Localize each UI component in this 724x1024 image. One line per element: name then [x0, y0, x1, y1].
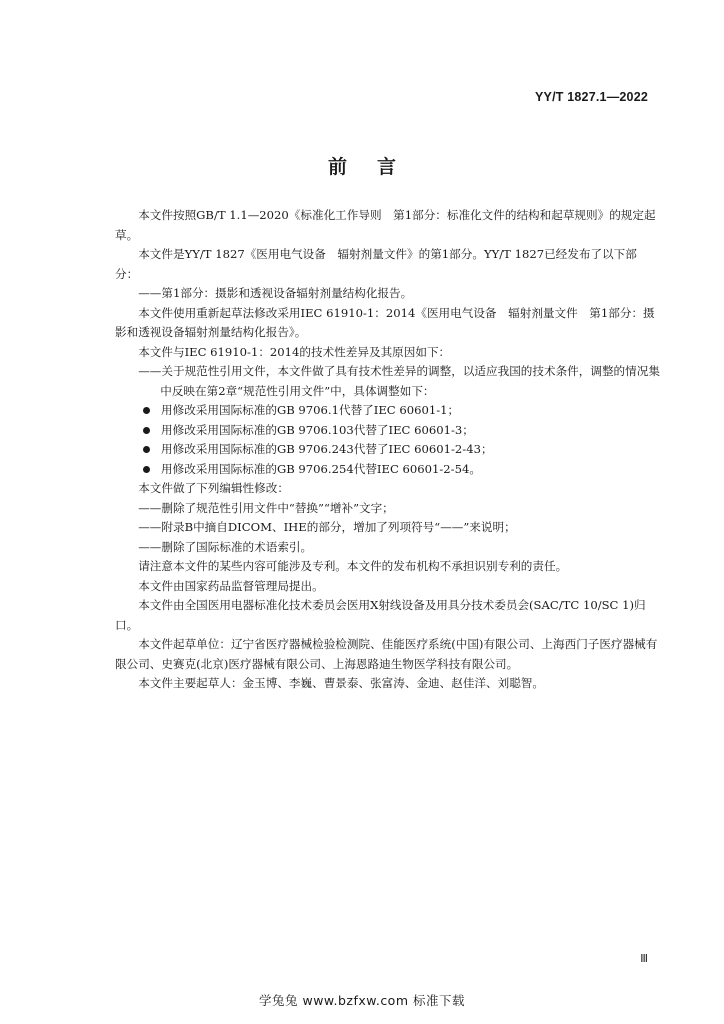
bullet-text: 用修改采用国际标准的GB 9706.243代替了IEC 60601-2-43； [161, 442, 493, 456]
bullet-icon [143, 466, 150, 473]
list-item: ——第1部分：摄影和透视设备辐射剂量结构化报告。 [138, 286, 413, 300]
standard-code: YY/T 1827.1—2022 [535, 90, 648, 104]
list-item: ——关于规范性引用文件，本文件做了具有技术性差异的调整，以适应我国的技术条件，调整的情况集中反映在第2章“规范性引用文件”中，具体调整如下： [138, 364, 660, 398]
bullet-text: 用修改采用国际标准的GB 9706.254代替IEC 60601-2-54。 [161, 461, 481, 476]
paragraph: 本文件做了下列编辑性修改： [138, 481, 289, 495]
list-item: ——删除了规范性引用文件中“替换”“增补”文字； [138, 500, 394, 515]
page-number: III [640, 952, 647, 965]
bullet-icon [143, 407, 150, 414]
paragraph: 本文件主要起草人：金玉博、李巍、曹景泰、张富涛、金迪、赵佳洋、刘聪智。 [138, 676, 544, 690]
paragraph: 本文件与IEC 61910-1：2014的技术性差异及其原因如下： [138, 344, 451, 359]
list-item: ——附录B中摘自DICOM、IHE的部分，增加了列项符号“——”来说明； [138, 520, 516, 534]
bullet-text: 用修改采用国际标准的GB 9706.1代替了IEC 60601-1； [161, 403, 460, 417]
bullet-list [115, 401, 660, 479]
paragraph: 本文件是YY/T 1827《医用电气设备 辐射剂量文件》的第1部分。YY/T 1827已经发布了以下部分： [115, 247, 637, 281]
foreword-body [115, 206, 660, 694]
paragraph: 请注意本文件的某些内容可能涉及专利。本文件的发布机构不承担识别专利的责任。 [138, 559, 568, 573]
bullet-icon [143, 427, 150, 434]
bullet-item [143, 421, 660, 441]
paragraph: 本文件按照GB/T 1.1—2020《标准化工作导则 第1部分：标准化文件的结构和起草规则》的规定起草。 [115, 208, 656, 242]
bullet-item [143, 440, 660, 460]
list-item: ——删除了国际标准的术语索引。 [138, 539, 313, 554]
bullet-item [143, 460, 660, 480]
bullet-text: 用修改采用国际标准的GB 9706.103代替了IEC 60601-3； [161, 422, 474, 437]
paragraph: 本文件使用重新起草法修改采用IEC 61910-1：2014《医用电气设备 辐射剂量文件 第1部分：摄影和透视设备辐射剂量结构化报告》。 [115, 305, 655, 339]
paragraph: 本文件由全国医用电器标准化技术委员会医用X射线设备及用具分技术委员会(SAC/TC 10/SC 1)归口。 [115, 598, 646, 632]
paragraph: 本文件由国家药品监督管理局提出。 [138, 578, 324, 593]
footer-watermark: 学兔兔 www.bzfxw.com 标准下载 [259, 993, 465, 1008]
page-title: 前言 [327, 156, 426, 178]
bullet-icon [143, 446, 150, 453]
paragraph: 本文件起草单位：辽宁省医疗器械检验检测院、佳能医疗系统(中国)有限公司、上海西门子医疗器械有限公司、史赛克(北京)医疗器械有限公司、上海恩路迪生物医学科技有限公司。 [115, 637, 658, 671]
bullet-item [143, 401, 660, 421]
